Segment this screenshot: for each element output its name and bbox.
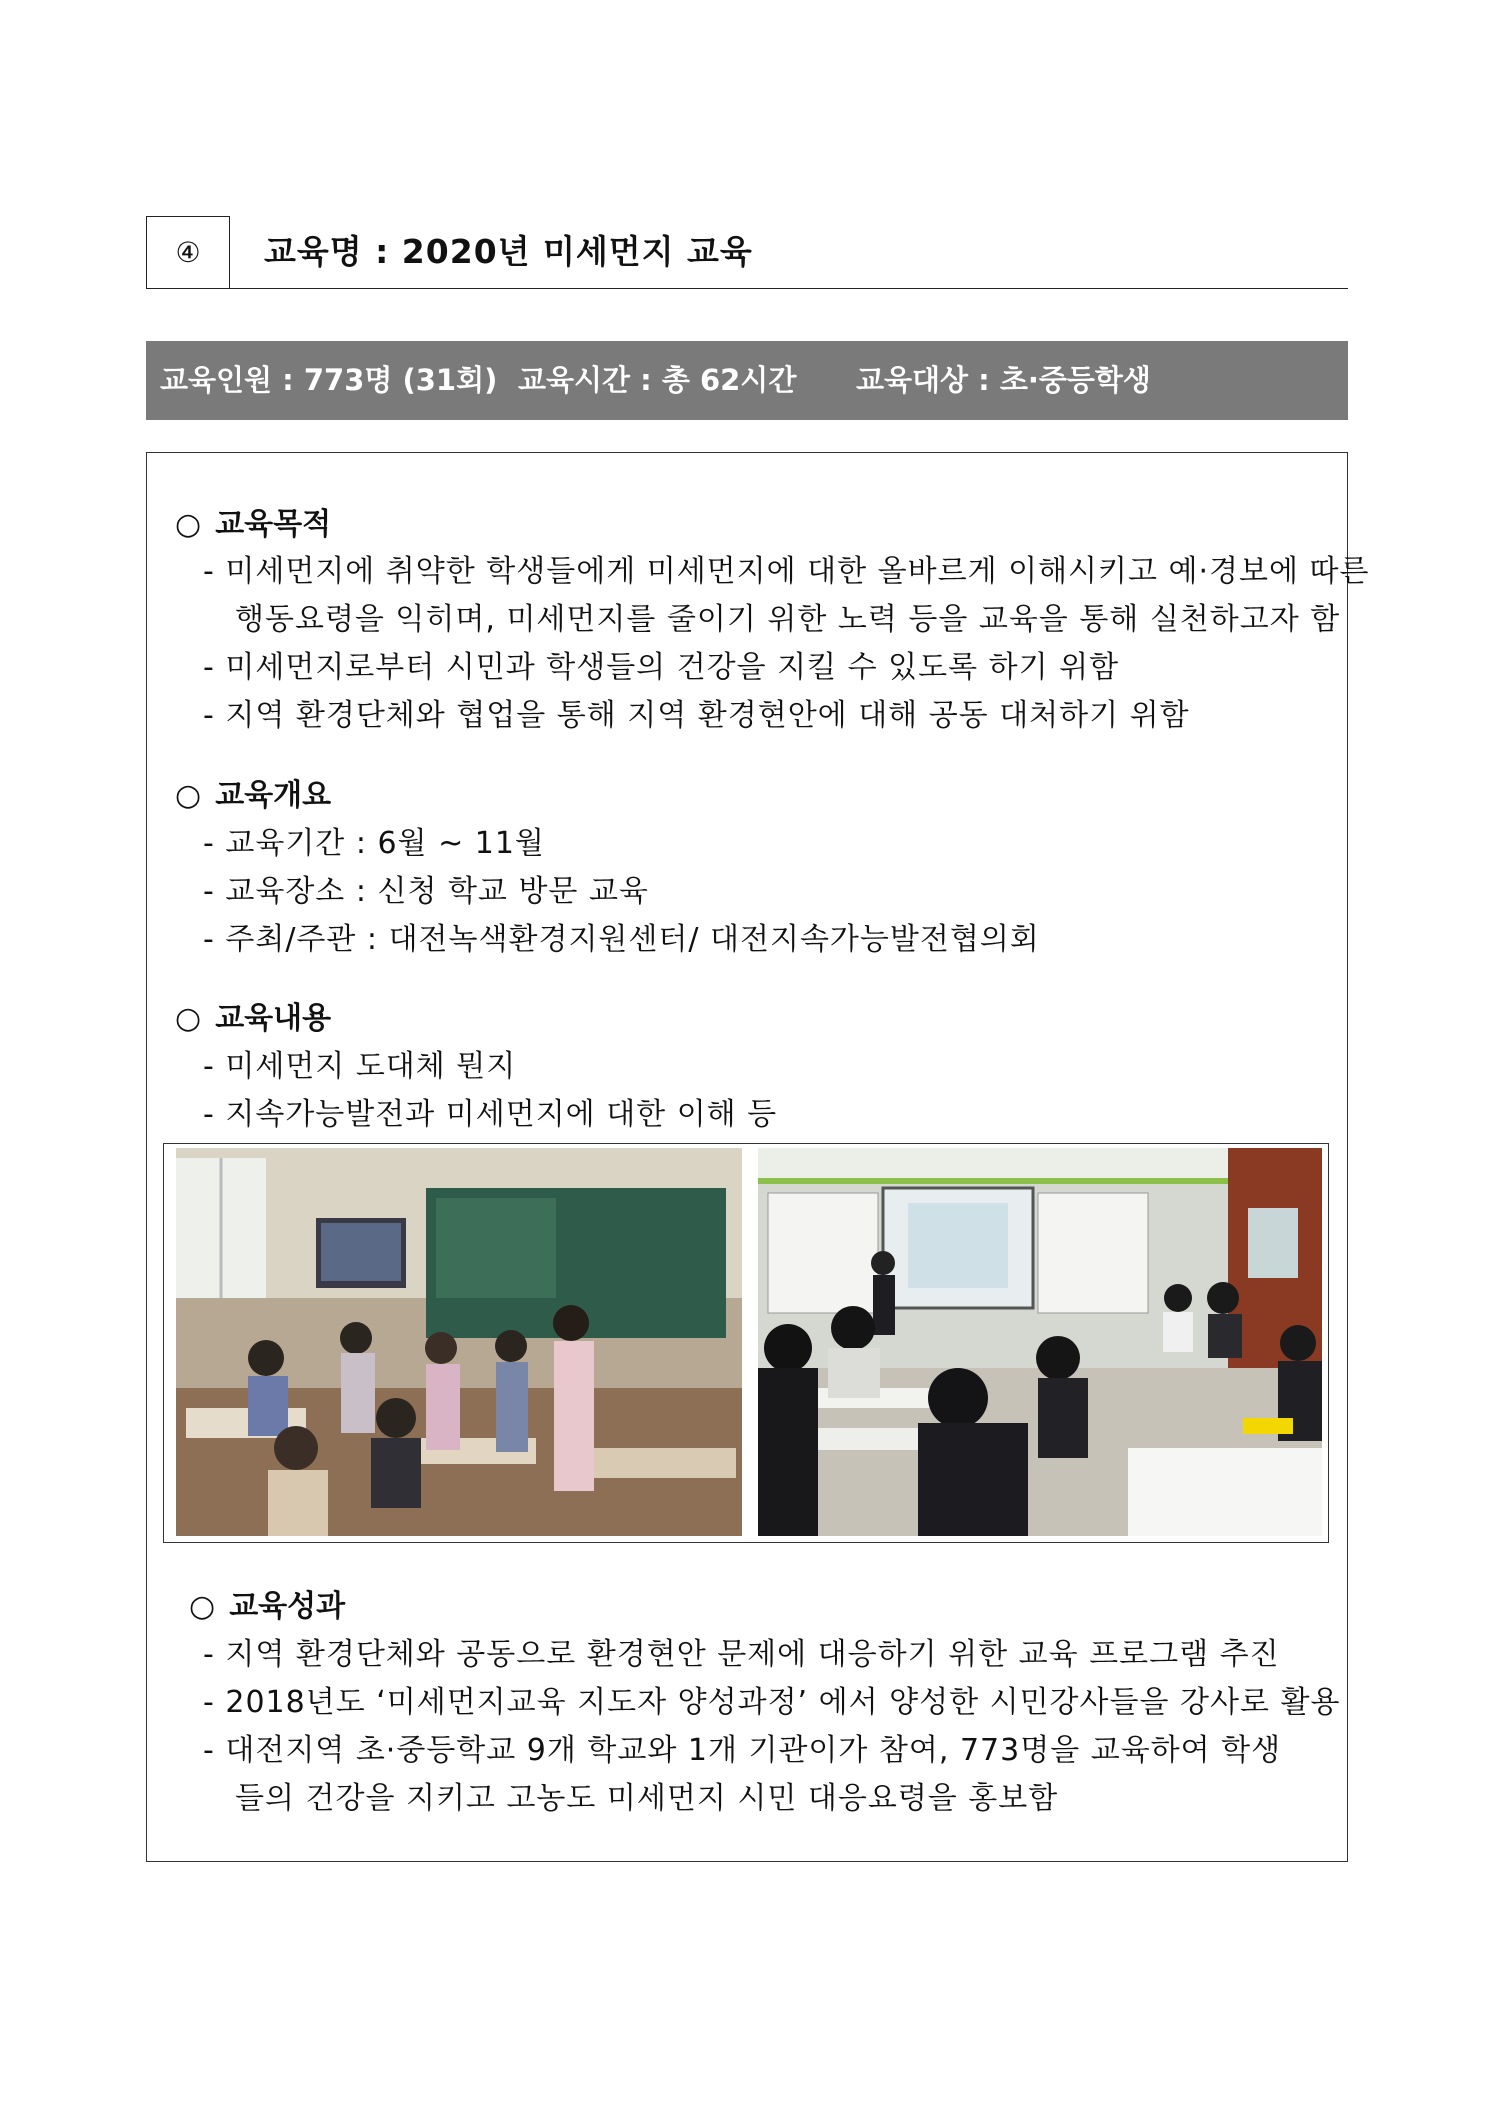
title-number: ④ <box>146 216 230 288</box>
section-overview-title: 교육개요 <box>215 778 332 813</box>
purpose-line-1: - 미세먼지에 취약한 학생들에게 미세먼지에 대한 올바르게 이해시키고 예·경보에 따른 <box>203 554 1370 589</box>
section-content-title: 교육내용 <box>215 1001 332 1036</box>
title-row <box>146 216 1348 289</box>
overview-line-3: - 주최/주관 : 대전녹색환경지원센터/ 대전지속가능발전협의회 <box>203 922 1040 957</box>
content-line-2: - 지속가능발전과 미세먼지에 대한 이해 등 <box>203 1097 778 1132</box>
content-line-1: - 미세먼지 도대체 뭔지 <box>203 1049 517 1084</box>
classroom-photo-right <box>758 1148 1322 1536</box>
section-overview-heading <box>175 770 331 814</box>
classroom-photo-left <box>176 1148 742 1536</box>
section-purpose-title: 교육목적 <box>215 507 332 542</box>
purpose-line-4: - 지역 환경단체와 협업을 통해 지역 환경현안에 대해 공동 대처하기 위함 <box>203 698 1190 733</box>
photo-frame <box>163 1143 1329 1543</box>
overview-line-1: - 교육기간 : 6월 ~ 11월 <box>203 826 545 861</box>
purpose-line-3: - 미세먼지로부터 시민과 학생들의 건강을 지킬 수 있도록 하기 위함 <box>203 650 1120 685</box>
info-target: 교육대상 : 초·중등학생 <box>856 363 1151 397</box>
results-line-3: - 대전지역 초·중등학교 9개 학교와 1개 기관이가 참여, 773명을 교육하여 학생 <box>203 1733 1282 1768</box>
results-line-1: - 지역 환경단체와 공동으로 환경현안 문제에 대응하기 위한 교육 프로그램 추진 <box>203 1637 1280 1672</box>
section-results-heading <box>189 1581 345 1625</box>
circle-bullet-icon: ○ <box>175 778 202 813</box>
info-participants: 교육인원 : 773명 (31회) <box>160 363 498 397</box>
info-bar <box>146 341 1348 420</box>
info-hours: 교육시간 : 총 62시간 <box>518 363 797 397</box>
purpose-line-2: 행동요령을 익히며, 미세먼지를 줄이기 위한 노력 등을 교육을 통해 실천하고자 함 <box>235 602 1341 637</box>
section-purpose-heading <box>175 499 331 543</box>
overview-line-2: - 교육장소 : 신청 학교 방문 교육 <box>203 874 649 909</box>
section-results-title: 교육성과 <box>229 1589 346 1624</box>
circle-bullet-icon: ○ <box>175 1001 202 1036</box>
results-line-2: - 2018년도 ‘미세먼지교육 지도자 양성과정’ 에서 양성한 시민강사들을 강사로 활용 <box>203 1685 1341 1720</box>
circle-bullet-icon: ○ <box>175 507 202 542</box>
results-line-4: 들의 건강을 지키고 고농도 미세먼지 시민 대응요령을 홍보함 <box>235 1781 1059 1816</box>
section-content-heading <box>175 993 331 1037</box>
page-title: 교육명 : 2020년 미세먼지 교육 <box>264 232 753 271</box>
main-content-box <box>146 452 1370 1862</box>
circle-bullet-icon: ○ <box>189 1589 216 1624</box>
